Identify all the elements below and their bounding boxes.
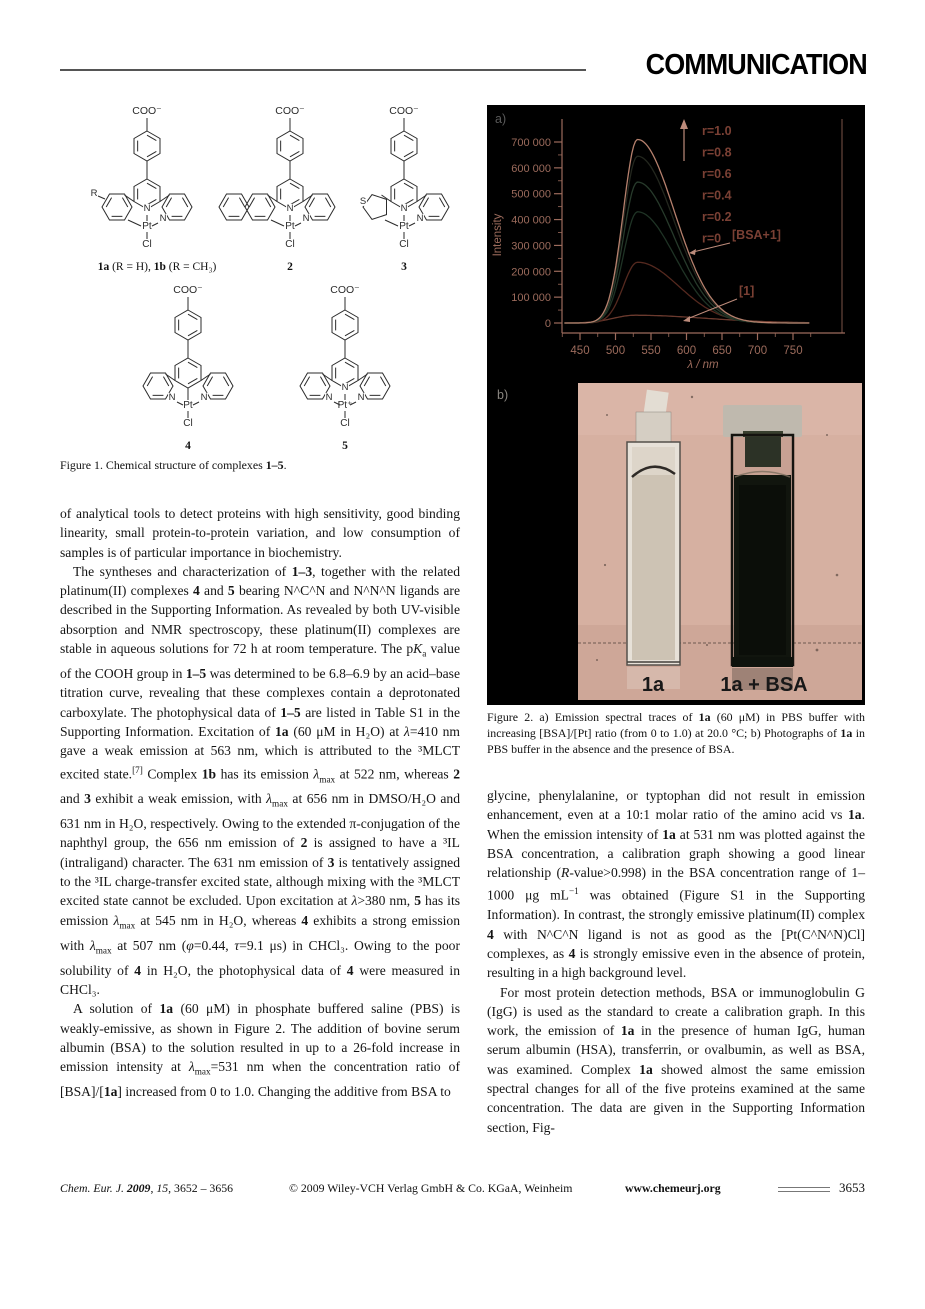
figure2 — [487, 105, 865, 705]
figure1-structures-svg — [60, 100, 460, 456]
annotation-1: [1] — [739, 284, 755, 298]
x-tick-label: 700 — [747, 345, 768, 357]
atom-label: Pt — [399, 221, 409, 232]
atom-label: Pt⁺ — [337, 400, 353, 411]
atom-label: N — [286, 203, 294, 214]
figure1-caption: Figure 1. Chemical structure of complexes 1–5. — [60, 458, 287, 472]
footer-page-number: 3653 — [839, 1180, 865, 1195]
legend-entry: r=0.6 — [702, 167, 732, 181]
x-axis-title: λ / nm — [687, 359, 719, 371]
paragraph: glycine, phenylalanine, or typtophan did not result in emission enhancement, even at a 10:1 molar ratio of the amino acid vs 1a. When the emission intensity of 1a at 531 nm was plotted against the BSA concentration, a calibration graph showing a good linear relationship (R-value>0.998) in the BSA concentration range of 1–1000 μg $mL^{-1}$ was obtained (Figure S1 in the Supporting Information). In contrast, the strongly emissive platinum(II) complex 4 with N^C^N ligand is not as good as the [Pt(C^N^N)Cl] complexes, as 4 is strongly emissive even in the absence of protein, resulting in a high background level. — [487, 788, 865, 981]
legend-entry: r=0 — [702, 231, 722, 246]
paragraph: The syntheses and characterization of 1–3, together with the related platinum(II) complexes 4 and 5 bearing N^C^N and N^N^N ligands are described in the Supporting Information. As revealed by both UV-visible absorption and NMR spectroscopy, these platinum(II) complexes are stable in aqueous solutions for 72 h at room temperature. The $pK_a$ value of the COOH group in 1–5 was determined to be 6.8–6.9 by an acid–base titration curve, revealing that these complexes contain a deprotonated carboxylate. The photophysical data of 1–5 are listed in Table S1 in the Supporting Information. Excitation of 1a (60 μM in H₂O) at λ=410 nm gave a weak emission at 563 nm, which is attributed to the ³MLCT excited state.[7] Complex 1b has its emission $\lambda_{max}$ at 522 nm, whereas 2 and 3 exhibit a weak emission, with $\lambda_{max}$ at 656 nm in DMSO/H₂O and 631 nm in H₂O, respectively. Owing to the extended π-conjugation of the naphthyl group, the 656 nm emission of 2 is assigned to have a ³IL (intraligand) character. The 631 nm emission of 3 is tentatively assigned to the ³IL charge-transfer excited state, although mixing with the ³MLCT excited state cannot be excluded. Upon excitation at λ>380 nm, 5 has its emission $\lambda_{max}$ at 545 nm in H₂O, whereas 4 exhibits a strong emission with $\lambda_{max}$ at 507 nm (φ=0.44, τ=9.1 μs) in CHCl₃. Owing to the poor solubility of 4 in H₂O, the photophysical data of 4 were measured in CHCl₃. — [60, 563, 461, 997]
structure-label: 3 — [401, 261, 407, 273]
x-tick-label: 450 — [570, 345, 590, 357]
structure-label: 1a (R = H), 1b (R = CH₃) — [97, 261, 217, 273]
legend-entry: r=0.2 — [702, 210, 732, 224]
atom-label: Cl — [399, 239, 409, 250]
atom-label: R — [90, 188, 98, 199]
atom-label: N — [200, 392, 208, 403]
structure-label: 4 — [185, 440, 191, 452]
coo-group-label: COO⁻ — [173, 284, 203, 296]
atom-label: N — [357, 392, 365, 403]
coo-group-label: COO⁻ — [132, 105, 162, 117]
atom-label: Cl — [340, 418, 350, 429]
atom-label: N — [416, 213, 424, 224]
structure-label: 5 — [342, 440, 348, 452]
coo-group-label: COO⁻ — [275, 105, 305, 117]
atom-label: N — [325, 392, 333, 403]
figure2-caption: Figure 2. a) Emission spectral traces of 1a (60 μM) in PBS buffer with increasing [BSA]/[Pt] ratio (from 0 to 1.0) at 20.0 °C; b) Photographs of 1a in PBS buffer in the absence and the presence of BSA. — [487, 710, 865, 756]
y-tick-label: 600 000 — [511, 162, 551, 175]
atom-label: N — [143, 203, 151, 214]
structure-1 — [90, 105, 216, 273]
y-axis-title: Intensity — [492, 213, 504, 257]
photo-top-light — [578, 383, 862, 435]
atom-label: Pt — [142, 221, 152, 232]
y-tick-label: 200 000 — [511, 266, 551, 279]
header-rule — [60, 69, 586, 71]
y-tick-label: 500 000 — [511, 188, 551, 201]
structure-2 — [219, 105, 335, 273]
paragraph: A solution of 1a (60 μM) in phosphate buffered saline (PBS) is weakly-emissive, as shown in Figure 2. The addition of bovine serum albumin (BSA) to the solution resulted in up to a 26-fold increase in emission intensity at $\lambda_{max}=531$ nm when the concentration ratio of [BSA]/[1a] increased from 0 to 1.0. Changing the additive from BSA to — [60, 1001, 460, 1100]
panel-a-label: a) — [495, 112, 507, 126]
atom-label: Cl — [183, 418, 193, 429]
atom-label: N — [159, 213, 167, 224]
left-column — [60, 504, 460, 1101]
footer-citation: Chem. Eur. J. 2009, 15, 3652 – 3656 — [60, 1181, 234, 1195]
atom-label: Cl — [142, 239, 152, 250]
footer-website-link[interactable]: www.chemeurj.org — [625, 1181, 721, 1195]
coo-group-label: COO⁻ — [330, 284, 360, 296]
structure-3 — [359, 105, 449, 273]
right-column — [487, 786, 865, 1137]
y-tick-label: 0 — [544, 318, 551, 330]
figure2-svg — [487, 105, 865, 705]
atom-label: Cl — [285, 239, 295, 250]
structure-5 — [300, 284, 390, 452]
photo-label-1a-bsa: 1a + BSA — [720, 674, 808, 696]
atom-label: Pt — [285, 221, 295, 232]
page-title: COMMUNICATION — [645, 49, 867, 81]
annotation-bsa-1: [BSA+1] — [732, 228, 781, 242]
coo-group-label: COO⁻ — [389, 105, 419, 117]
atom-label: S — [359, 196, 367, 207]
structure-label: 2 — [287, 261, 293, 273]
cuvette-1a-bsa — [723, 405, 802, 690]
x-tick-label: 550 — [641, 345, 661, 357]
x-tick-label: 750 — [783, 345, 803, 357]
atom-label: Pt — [183, 400, 193, 411]
legend-entry: r=1.0 — [702, 124, 732, 138]
x-tick-label: 500 — [605, 345, 626, 357]
footer-rule-top — [778, 1187, 830, 1188]
legend-entry: r=0.8 — [702, 145, 732, 160]
photo-label-1a: 1a — [641, 674, 665, 696]
panel-b-label: b) — [497, 388, 509, 402]
atom-label: N — [341, 382, 349, 393]
x-tick-label: 600 — [676, 345, 697, 357]
y-tick-label: 300 000 — [511, 240, 551, 253]
structure-4 — [143, 284, 233, 452]
legend-entry: r=0.4 — [702, 188, 732, 203]
footer-copyright: © 2009 Wiley-VCH Verlag GmbH & Co. KGaA, Weinheim — [289, 1181, 573, 1195]
y-tick-label: 700 000 — [511, 137, 551, 149]
footer-rule-bottom — [778, 1191, 830, 1192]
x-tick-label: 650 — [712, 345, 732, 357]
paragraph: of analytical tools to detect proteins with high sensitivity, good binding linearity, small protein-to-protein variation, and low consumption of samples is of particular importance in biochemistry. — [60, 506, 460, 560]
paragraph: For most protein detection methods, BSA or immunoglobulin G (IgG) is used as the standard to create a calibration graph. In this work, the emission of 1a in the presence of human IgG, human serum albumin (HSA), transferrin, or ovalbumin, as well as BSA, was examined. Complex 1a showed almost the same emission spectral changes for all of the five proteins examined at the same concentration. The data are given in the Supporting Information section, Fig- — [487, 984, 866, 1135]
y-tick-label: 100 000 — [511, 292, 551, 305]
atom-label: N — [302, 213, 310, 224]
atom-label: N — [168, 392, 176, 403]
y-tick-label: 400 000 — [511, 214, 551, 227]
atom-label: N — [400, 203, 408, 214]
